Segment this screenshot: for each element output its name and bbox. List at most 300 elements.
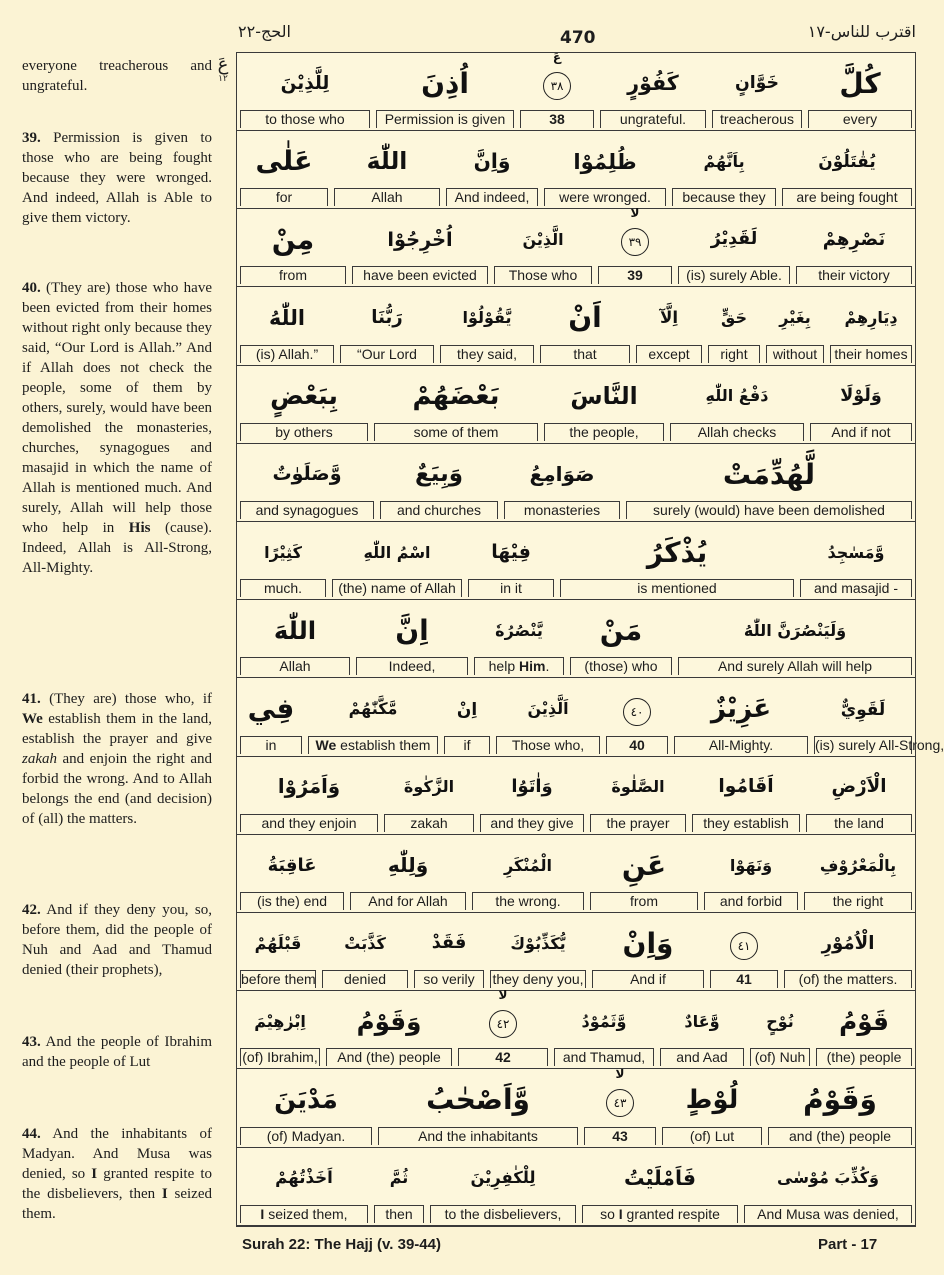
english-gloss: And if not	[810, 423, 912, 441]
english-gloss: the prayer	[590, 814, 686, 832]
english-gloss: 41	[710, 970, 778, 988]
english-gloss: surely (would) have been demolished	[626, 501, 912, 519]
english-gloss: (is) Allah.”	[240, 345, 334, 363]
english-gloss: and synagogues	[240, 501, 374, 519]
word-cell	[237, 757, 381, 834]
verse-end-circle: ٤٠	[623, 698, 651, 726]
english-gloss: denied	[322, 970, 408, 988]
arabic-word: الصَّلٰوةَ	[611, 777, 665, 797]
english-gloss: help Him.	[474, 657, 564, 675]
translation-text-tail: (cause). Indeed, Allah is All-Strong, All-Mighty.	[22, 520, 213, 576]
arabic-word: وَاٰتَوُا	[511, 776, 553, 798]
word-cell	[353, 600, 471, 677]
word-cell	[319, 913, 411, 990]
arabic-word: لَّهُدِّمَتْ	[722, 457, 816, 491]
translation-para-42	[22, 900, 212, 980]
english-gloss: Allah	[334, 188, 440, 206]
arabic-word	[603, 681, 671, 737]
english-gloss: (is) surely Able.	[678, 266, 790, 284]
arabic-word: اَقَامُوا	[718, 776, 774, 798]
english-gloss: and Aad	[660, 1048, 744, 1066]
english-gloss: by others	[240, 423, 368, 441]
word-cell	[709, 53, 805, 130]
arabic-word: اِبْرٰهِيْمَ	[254, 1011, 306, 1031]
arabic-word: وَبِيَعٌ	[415, 461, 463, 487]
word-cell	[237, 522, 329, 599]
word-cell	[237, 679, 305, 756]
arabic-word: وَّعَادٌ	[684, 1011, 720, 1031]
verse-number: 44.	[22, 1126, 41, 1142]
english-gloss: they deny you,	[490, 970, 586, 988]
translation-text-mid: granted respite to the disbelievers, then	[22, 1166, 213, 1202]
english-gloss: ungrateful.	[600, 110, 706, 128]
arabic-word: بَعْضَهُمْ	[412, 380, 500, 411]
word-cell	[381, 757, 477, 834]
grid-row	[237, 679, 944, 757]
arabic-word: عَلٰى	[255, 145, 313, 177]
word-cell	[237, 1148, 371, 1225]
verse-end-marker	[730, 926, 758, 960]
word-cell	[827, 288, 915, 365]
arabic-word: اِلَّآ	[659, 308, 679, 328]
english-gloss: for	[240, 188, 328, 206]
word-cell	[765, 1070, 915, 1147]
word-cell	[813, 991, 915, 1068]
english-gloss: before them	[241, 971, 316, 988]
arabic-word	[707, 915, 781, 971]
arabic-word: لُوْطٍ	[685, 1084, 739, 1115]
word-cell	[375, 1070, 581, 1147]
gloss-bold: Him	[519, 658, 546, 675]
english-gloss: to those who	[240, 110, 370, 128]
word-cell	[477, 757, 587, 834]
gloss-bold: I	[260, 1205, 265, 1222]
english-gloss: “Our Lord	[340, 345, 434, 363]
verse-marker-cell	[595, 206, 675, 286]
english-gloss: treacherous	[712, 110, 802, 128]
page-number: 470	[560, 28, 596, 48]
english-gloss: (the) name of Allah	[332, 579, 462, 597]
verse-number: 43.	[22, 1034, 41, 1050]
verse-marker-cell	[603, 679, 671, 756]
english-gloss: and they enjoin	[240, 814, 378, 832]
translation-bold-2: I	[161, 1186, 168, 1202]
arabic-word: وَلَيَنْصُرَنَّ اللّٰهُ	[743, 620, 847, 640]
word-cell	[657, 991, 747, 1068]
arabic-word: بِاَنَّهُمْ	[703, 151, 745, 171]
verse-number: 41.	[22, 691, 41, 707]
word-cell	[237, 913, 319, 990]
word-cell	[587, 835, 701, 912]
english-gloss: And Musa was denied,	[744, 1205, 912, 1223]
translation-para-41	[22, 689, 212, 829]
verse-number: 39.	[22, 130, 41, 146]
arabic-word: وَّثَمُوْدُ	[581, 1011, 627, 1031]
arabic-word: اُخْرِجُوْا	[387, 227, 453, 251]
word-cell	[237, 1070, 375, 1147]
word-cell	[493, 679, 603, 756]
english-gloss: And the inhabitants	[378, 1127, 578, 1145]
word-cell	[801, 835, 915, 912]
english-gloss: 40	[606, 736, 668, 754]
english-gloss: Allah	[240, 657, 350, 675]
word-cell	[779, 131, 915, 208]
english-gloss: is mentioned	[560, 579, 794, 597]
english-gloss: I seized them,	[240, 1205, 368, 1223]
word-cell	[237, 288, 337, 365]
english-gloss: in	[240, 736, 302, 754]
word-cell	[237, 444, 377, 521]
english-gloss: the right	[804, 892, 912, 910]
english-gloss: are being fought	[782, 188, 912, 206]
arabic-word: ظُلِمُوْا	[573, 148, 637, 174]
word-cell	[501, 444, 623, 521]
translation-text: And the people of Ibrahim and the people of Lut	[22, 1034, 212, 1070]
gloss-bold: We	[315, 736, 337, 753]
english-gloss: All-Mighty.	[674, 736, 808, 754]
arabic-word: مِنْ	[271, 222, 315, 256]
word-cell	[705, 288, 763, 365]
ruku-glyph: عَ	[217, 54, 229, 75]
english-gloss: And for Allah	[350, 892, 466, 910]
word-cell	[377, 444, 501, 521]
word-cell	[589, 913, 707, 990]
verse-marker-cell	[581, 1066, 659, 1147]
english-gloss: so I granted respite	[582, 1205, 738, 1223]
english-gloss: much.	[240, 579, 326, 597]
word-cell	[659, 1070, 765, 1147]
arabic-word: رَبُّنَا	[371, 307, 403, 329]
ruku-number: ١٢	[218, 74, 228, 84]
english-gloss: they said,	[440, 345, 534, 363]
arabic-word: فِي	[247, 692, 295, 726]
verse-end-marker	[621, 206, 649, 256]
word-cell	[371, 1148, 427, 1225]
verse-marker-cell	[517, 50, 597, 130]
word-cell	[803, 757, 915, 834]
arabic-word: مَدْيَنَ	[274, 1084, 338, 1115]
word-cell	[793, 209, 915, 286]
arabic-word: اِنْ	[456, 698, 478, 719]
arabic-word: فِيْهَا	[491, 541, 531, 564]
waqf-sign: لا	[615, 1066, 625, 1081]
grid-row	[237, 131, 915, 209]
arabic-word: وَنَهَوْا	[729, 855, 773, 875]
english-gloss: that	[540, 345, 630, 363]
english-gloss: (of) Lut	[662, 1127, 762, 1145]
verse-number: 40.	[22, 280, 41, 296]
arabic-word: كَفُوْرٍ	[627, 71, 679, 95]
word-cell	[781, 913, 915, 990]
english-gloss: And indeed,	[446, 188, 538, 206]
arabic-word: بِبَعْضٍ	[270, 381, 338, 411]
arabic-word: يُذْكَرُ	[646, 535, 708, 569]
word-cell	[797, 522, 915, 599]
word-cell	[669, 131, 779, 208]
english-gloss: (is the) end	[240, 892, 344, 910]
translation-text: And the inhabitants of Madyan. And Musa was denied, so	[22, 1126, 212, 1182]
translation-text: Permission is given to those who are being fought because they were wronged. And indeed, Allah is Able to give them victory.	[22, 130, 213, 226]
gloss-bold: I	[618, 1205, 623, 1222]
translation-para-43	[22, 1032, 212, 1072]
part-header-label: اقترب للناس-١٧	[807, 22, 916, 41]
arabic-word: قَوْمُ	[839, 1006, 889, 1036]
arabic-word: اُذِنَ	[421, 66, 469, 100]
arabic-word: عَاقِبَةُ	[267, 854, 317, 876]
word-cell	[811, 679, 944, 756]
translation-para-44	[22, 1124, 212, 1224]
word-cell	[373, 53, 517, 130]
waqf-sign: لا	[498, 988, 508, 1003]
translation-bold: We	[22, 711, 43, 727]
arabic-word: يَّنْصُرُهٗ	[495, 620, 543, 640]
english-gloss: (of) the matters.	[784, 970, 912, 988]
word-cell	[587, 757, 689, 834]
translation-bold: I	[91, 1166, 98, 1182]
english-gloss: and (the) people	[768, 1127, 912, 1145]
arabic-word: وَلِلّٰهِ	[387, 853, 429, 877]
verse-marker-cell	[707, 913, 781, 990]
english-gloss: and forbid	[704, 892, 798, 910]
verse-end-circle: ٤٣	[606, 1089, 634, 1117]
grid-row	[237, 288, 915, 366]
grid-row	[237, 1066, 915, 1148]
word-cell	[237, 600, 353, 677]
word-cell	[465, 522, 557, 599]
word-cell	[371, 366, 541, 443]
english-gloss: and Thamud,	[554, 1048, 654, 1066]
verse-end-circle: ٤٢	[489, 1010, 517, 1038]
word-cell	[689, 757, 803, 834]
english-gloss: so verily	[414, 970, 484, 988]
english-gloss: Those who	[494, 266, 592, 284]
word-cell	[443, 131, 541, 208]
translation-text: (They are) those who have been evicted from their homes without right only because they said, “Our Lord is Allah.” And if Allah does not check the people, some of them by others, surely, would have been demolished the monasteries, churches, synagogues and masajid in which the name of Allah is mentioned much. And surely, Allah will help those who help in	[22, 280, 212, 536]
word-cell	[537, 288, 633, 365]
english-gloss: right	[708, 345, 760, 363]
word-cell	[469, 835, 587, 912]
word-cell	[805, 53, 915, 130]
word-cell	[763, 288, 827, 365]
english-gloss: (of) Ibrahim,	[240, 1048, 320, 1066]
english-gloss: and churches	[380, 501, 498, 519]
english-gloss: (of) Madyan.	[240, 1127, 372, 1145]
english-gloss: (is) surely All-Strong,	[815, 736, 944, 753]
arabic-word: بِغَيْرِ	[779, 308, 811, 328]
arabic-word: فَاَمْلَيْتُ	[624, 1165, 696, 1190]
word-cell	[579, 1148, 741, 1225]
word-cell	[441, 679, 493, 756]
english-gloss: Those who,	[496, 736, 600, 754]
arabic-word: اللّٰهُ	[269, 305, 305, 330]
word-cell	[437, 288, 537, 365]
translation-text-tail: seized them.	[22, 1186, 212, 1222]
grid-row	[237, 50, 915, 131]
arabic-word: ثُمَّ	[389, 1168, 409, 1188]
english-gloss: then	[374, 1205, 424, 1223]
english-gloss: and they give	[480, 814, 584, 832]
english-gloss: were wronged.	[544, 188, 666, 206]
arabic-word: اَخَذْتُهُمْ	[275, 1168, 333, 1188]
english-gloss: Indeed,	[356, 657, 468, 675]
word-cell	[807, 366, 915, 443]
arabic-word: اللّٰهَ	[273, 615, 317, 645]
english-gloss: the people,	[544, 423, 664, 441]
arabic-word: مَّكَّنّٰهُمْ	[348, 699, 398, 719]
word-cell	[411, 913, 487, 990]
footer-surah-label: Surah 22: The Hajj (v. 39-44)	[242, 1236, 441, 1253]
arabic-word: يَّقُوْلُوْا	[462, 308, 512, 328]
translation-text: everyone treacherous and ungrateful.	[22, 58, 212, 94]
verse-end-circle: ٤١	[730, 932, 758, 960]
word-cell	[741, 1148, 915, 1225]
word-cell	[237, 991, 323, 1068]
english-gloss: Allah checks	[670, 423, 804, 441]
arabic-word: وَاَمَرُوْا	[277, 775, 341, 799]
word-cell	[541, 131, 669, 208]
surah-header-label: الحج-٢٢	[238, 22, 291, 41]
english-gloss: from	[240, 266, 346, 284]
arabic-word: الَّذِيْنَ	[522, 229, 564, 249]
arabic-word: نُوْحٍ	[766, 1011, 794, 1031]
english-gloss: in it	[468, 579, 554, 597]
arabic-word: وَاِنَّ	[473, 149, 511, 174]
arabic-word: نَصْرِهِمْ	[822, 228, 886, 250]
verse-number: 42.	[22, 902, 41, 918]
arabic-word: دِيَارِهِمْ	[844, 308, 898, 328]
verse-end-marker	[543, 50, 571, 100]
word-cell	[323, 991, 455, 1068]
english-gloss: because they	[672, 188, 776, 206]
english-gloss: 42	[458, 1048, 548, 1066]
english-gloss: monasteries	[504, 501, 620, 519]
verse-end-circle: ٣٩	[621, 228, 649, 256]
grid-row	[237, 600, 915, 678]
english-gloss: 39	[598, 266, 672, 284]
word-cell	[675, 600, 915, 677]
translation-text: (They are) those who, if	[49, 691, 212, 707]
word-cell	[701, 835, 801, 912]
translation-bold: His	[128, 520, 151, 536]
english-gloss: every	[808, 110, 912, 128]
arabic-word: حَقٍّ	[721, 308, 747, 328]
word-cell	[237, 366, 371, 443]
grid-row	[237, 522, 915, 600]
arabic-word	[455, 988, 551, 1049]
grid-row	[237, 835, 915, 913]
english-gloss: 43	[584, 1127, 656, 1145]
translation-text-mid: establish them in the land, establish the prayer and give	[22, 711, 212, 747]
arabic-word: الْمُنْكَرِ	[504, 855, 553, 875]
word-by-word-grid	[236, 50, 944, 1227]
arabic-word: لِلْكٰفِرِيْنَ	[470, 1168, 536, 1188]
verse-end-marker	[606, 1066, 634, 1117]
english-gloss: And if	[592, 970, 704, 988]
english-gloss: their homes	[830, 345, 912, 363]
arabic-word: يُّكَذِّبُوْكَ	[510, 933, 566, 953]
word-cell	[541, 366, 667, 443]
translation-para-40	[22, 278, 212, 578]
verse-end-marker	[489, 988, 517, 1038]
arabic-word: قَبْلَهُمْ	[254, 933, 302, 953]
translation-para-38	[22, 56, 212, 96]
grid-row	[237, 913, 915, 991]
arabic-word: النَّاسَ	[570, 381, 638, 410]
grid-row	[237, 444, 915, 522]
arabic-word: وَّاَصْحٰبُ	[426, 1083, 530, 1117]
word-cell	[347, 835, 469, 912]
english-gloss: without	[766, 345, 824, 363]
english-gloss: and masajid -	[800, 579, 912, 597]
verse-end-marker	[623, 692, 651, 726]
arabic-word: يُقٰتَلُوْنَ	[818, 151, 876, 172]
word-cell	[237, 53, 373, 130]
arabic-word: صَوَامِعُ	[529, 462, 595, 486]
word-cell	[551, 991, 657, 1068]
grid-row	[237, 206, 915, 287]
english-gloss: zakah	[384, 814, 474, 832]
arabic-word: كَثِيْرًا	[264, 542, 302, 562]
english-gloss: (of) Nuh	[750, 1048, 810, 1066]
english-gloss: Permission is given	[376, 110, 514, 128]
word-cell	[675, 209, 793, 286]
arabic-word: اَلَّذِيْنَ	[527, 699, 569, 719]
english-gloss: from	[590, 892, 698, 910]
word-cell	[747, 991, 813, 1068]
ruku-mark	[212, 56, 234, 84]
word-cell	[597, 53, 709, 130]
english-gloss: And surely Allah will help	[678, 657, 912, 675]
english-gloss: except	[636, 345, 702, 363]
grid-row	[237, 757, 915, 835]
word-cell	[329, 522, 465, 599]
arabic-word: وَّصَلَوٰتٌ	[272, 463, 342, 485]
word-cell	[667, 366, 807, 443]
footer-part-label: Part - 17	[818, 1236, 878, 1253]
arabic-word: وَلَوْلَا	[840, 385, 882, 406]
waqf-sign: لا	[630, 206, 640, 221]
arabic-word: الْاَرْضِ	[831, 776, 887, 798]
arabic-word: وَكُذِّبَ مُوْسٰى	[777, 1168, 879, 1188]
arabic-word: اللّٰهَ	[366, 147, 408, 176]
arabic-word: وَقَوْمُ	[356, 1006, 422, 1036]
english-gloss: the wrong.	[472, 892, 584, 910]
arabic-word	[595, 206, 675, 267]
arabic-word: عَزِيْزٌ	[710, 693, 772, 724]
verse-marker-cell	[455, 988, 551, 1068]
english-gloss: We establish them	[308, 736, 438, 754]
translation-para-39	[22, 128, 212, 228]
english-gloss: some of them	[374, 423, 538, 441]
arabic-word: خَوَّانٍ	[734, 73, 780, 93]
arabic-word: اسْمُ اللّٰهِ	[363, 542, 431, 562]
arabic-word: وَقَوْمُ	[803, 1083, 877, 1117]
word-cell	[671, 679, 811, 756]
english-gloss: have been evicted	[352, 266, 488, 284]
english-gloss: (the) people	[816, 1048, 912, 1066]
arabic-word	[517, 50, 597, 111]
arabic-word: لِلَّذِيْنَ	[280, 72, 330, 94]
word-cell	[491, 209, 595, 286]
word-cell	[487, 913, 589, 990]
verse-end-circle: ٣٨	[543, 72, 571, 100]
english-gloss: their victory	[796, 266, 912, 284]
translation-italic: zakah	[22, 751, 57, 767]
word-cell	[337, 288, 437, 365]
word-cell	[633, 288, 705, 365]
translation-text-tail: and enjoin the right and forbid the wrong. And to Allah belongs the end (and decision) of (all) the matters.	[22, 751, 213, 827]
word-cell	[567, 600, 675, 677]
